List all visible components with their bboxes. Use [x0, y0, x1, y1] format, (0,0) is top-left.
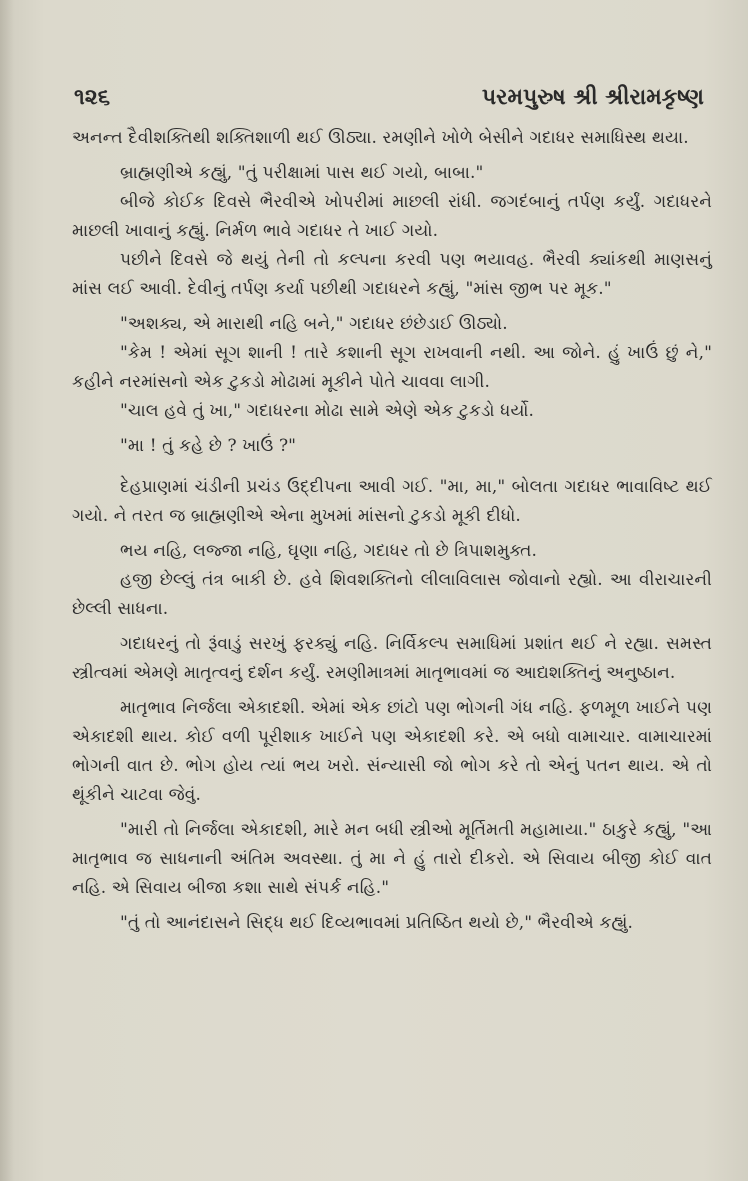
paragraph: "અશક્ય, એ મારાથી નહિ બને," ગદાધર છંછેડાઈ ઊઠ્યો.	[120, 314, 508, 334]
paragraph: પછીને દિવસે જે થયું તેની તો કલ્પના કરવી પણ ભયાવહ. ભૈરવી ક્યાંકથી માણસનું માંસ લઈ આવી. દેવીનું તર્પણ કર્યા પછીથી ગદાધરને કહ્યું, "માંસ જીભ પર મૂક."	[72, 250, 712, 299]
paragraph: અનન્ત દૈવીશક્તિથી શક્તિશાળી થઈ ઊઠ્યા. રમણીને ખોળે બેસીને ગદાધર સમાધિસ્થ થયા.	[72, 128, 689, 148]
page-binding-shadow	[0, 0, 14, 1181]
paragraph: હજી છેલ્લું તંત્ર બાકી છે. હવે શિવશક્તિનો લીલાવિલાસ જોવાનો રહ્યો. આ વીરાચારની છેલ્લી સાધના.	[72, 570, 712, 619]
page-number: ૧૨૬	[74, 84, 111, 110]
paragraph: "ચાલ હવે તું ખા," ગદાધરના મોઢા સામે એણે એક ટુકડો ધર્યો.	[120, 401, 535, 421]
paragraph: દેહપ્રાણમાં ચંડીની પ્રચંડ ઉદ્દીપના આવી ગઈ. "મા, મા," બોલતા ગદાધર ભાવાવિષ્ટ થઈ ગયો. ને તરત જ બ્રાહ્મણીએ એના મુખમાં માંસનો ટુકડો મૂકી દીધો.	[72, 477, 712, 526]
paragraph: બ્રાહ્મણીએ કહ્યું, "તું પરીક્ષામાં પાસ થઈ ગયો, બાબા."	[120, 163, 484, 183]
page-header	[74, 84, 704, 118]
paragraph: "મારી તો નિર્જલા એકાદશી, મારે મન બધી સ્ત્રીઓ મૂર્તિમતી મહામાયા." ઠાકુરે કહ્યું, "આ માતૃભાવ જ સાધનાની અંતિમ અવસ્થા. તું મા ને હું તારો દીકરો. એ સિવાય બીજી કોઈ વાત નહિ. એ સિવાય બીજા કશા સાથે સંપર્ક નહિ."	[72, 820, 712, 898]
paragraph: બીજે કોઈક દિવસે ભૈરવીએ ખોપરીમાં માછલી રાંધી. જગદંબાનું તર્પણ કર્યું. ગદાધરને માછલી ખાવાનું કહ્યું. નિર્મળ ભાવે ગદાધર તે ખાઈ ગયો.	[72, 192, 712, 241]
paragraph: "તું તો આનંદાસને સિદ્ધ થઈ દિવ્યભાવમાં પ્રતિષ્ઠિત થયો છે," ભૈરવીએ કહ્યું.	[120, 913, 634, 933]
paragraph: ગદાધરનું તો રૂંવાડું સરખું ફરક્યું નહિ. નિર્વિકલ્પ સમાધિમાં પ્રશાંત થઈ ને રહ્યા. સમસ્ત સ્ત્રીત્વમાં એમણે માતૃત્વનું દર્શન કર્યું. રમણીમાત્રમાં માતૃભાવમાં જ આદ્યશક્તિનું અનુષ્ઠાન.	[72, 634, 712, 683]
paragraph: માતૃભાવ નિર્જલા એકાદશી. એમાં એક છાંટો પણ ભોગની ગંધ નહિ. ફળમૂળ ખાઈને પણ એકાદશી થાય. કોઈ વળી પૂરીશાક ખાઈને પણ એકાદશી કરે. એ બધો વામાચાર. વામાચારમાં ભોગની વાત છે. ભોગ હોય ત્યાં ભય ખરો. સંન્યાસી જો ભોગ કરે તો એનું પતન થાય. એ તો થૂંકીને ચાટવા જેવું.	[72, 698, 712, 805]
paragraph: "કેમ ! એમાં સૂગ શાની ! તારે કશાની સૂગ રાખવાની નથી. આ જોને. હું ખાઉં છું ને," કહીને નરમાંસનો એક ટુકડો મોઢામાં મૂકીને પોતે ચાવવા લાગી.	[72, 343, 712, 392]
running-title: પરમપુરુષ શ્રી શ્રીરામકૃષ્ણ	[481, 84, 704, 110]
paragraph: ભય નહિ, લજ્જા નહિ, ઘૃણા નહિ, ગદાધર તો છે ત્રિપાશમુક્ત.	[120, 541, 537, 561]
body-text	[72, 124, 712, 938]
paragraph: "મા ! તું કહે છે ? ખાઉં ?"	[120, 436, 297, 456]
